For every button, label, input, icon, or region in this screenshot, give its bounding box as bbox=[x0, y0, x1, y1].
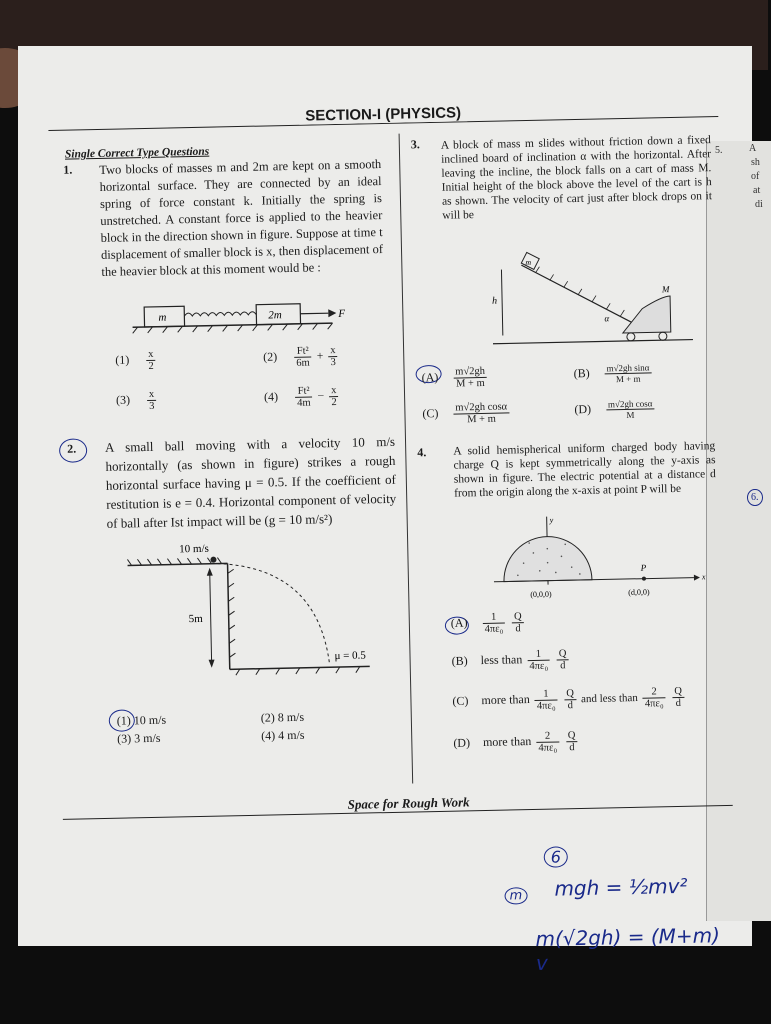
frac-den: 4m bbox=[297, 397, 311, 409]
question-2-number: 2. bbox=[66, 441, 77, 456]
q1-option-4 bbox=[264, 385, 341, 410]
frac-den: 2 bbox=[331, 397, 337, 409]
frac-num: m√2gh cosα bbox=[453, 401, 509, 414]
frac-num: x bbox=[328, 345, 337, 357]
question-4-number: 4. bbox=[417, 445, 427, 460]
section-title: SECTION-I (PHYSICS) bbox=[299, 104, 467, 125]
question-4-text: A solid hemispherical uniform charged body having charge Q is kept symmetrically along the y-axis as shown in figure. The electric potential at a distance d from the origin along the x-axis at point P will be bbox=[453, 440, 716, 500]
point-P-label: P bbox=[640, 562, 647, 573]
subheading: Single Correct Type Questions bbox=[64, 145, 210, 161]
force-label: F bbox=[338, 307, 346, 320]
next-word: sh bbox=[751, 157, 760, 168]
q3-option-A bbox=[421, 366, 489, 390]
handwritten-equation-2: m(√2gh) = (M+m) v bbox=[535, 923, 721, 975]
option-text: less than bbox=[480, 652, 523, 668]
frac-den: d bbox=[569, 742, 575, 754]
question-2-text: A small ball moving with a velocity 10 m/s horizontally (as shown in figure) strikes a rough horizontal surface having μ = 0.5. If the coefficient of restitution is e = 0.4. Horizontal component of velocity of ball after Ist impact will be (g = 10 m/s²) bbox=[104, 433, 397, 531]
option-text: and less than bbox=[580, 692, 638, 706]
option-text: more than bbox=[481, 692, 530, 708]
option-label: (A) bbox=[421, 370, 439, 385]
frac-den: d bbox=[515, 623, 521, 635]
q4-option-D bbox=[453, 730, 580, 756]
y-axis-label: y bbox=[549, 515, 554, 525]
option-label: (3) bbox=[115, 392, 131, 407]
q2-option-3: (3) 3 m/s bbox=[117, 730, 161, 746]
frac-den: M bbox=[626, 409, 635, 420]
option-label: (4) bbox=[263, 389, 279, 404]
handwritten-equation-1: mgh = ½mv² bbox=[554, 873, 688, 901]
option-label: (B) bbox=[451, 653, 468, 668]
q4-option-C bbox=[452, 686, 686, 714]
frac-num: m√2gh sinα bbox=[604, 362, 651, 374]
frac-num: Ft² bbox=[294, 346, 312, 358]
block-2m-label: 2m bbox=[268, 309, 282, 322]
next-word: at bbox=[753, 185, 761, 196]
operator: − bbox=[317, 388, 325, 403]
spring-figure bbox=[132, 295, 353, 336]
incline-figure bbox=[491, 251, 703, 355]
block-m-label: m bbox=[525, 257, 532, 268]
velocity-label: 10 m/s bbox=[179, 542, 210, 556]
frac-num: 1 bbox=[527, 649, 550, 661]
frac-den: 4πε₀ bbox=[536, 700, 556, 712]
handwritten-circle-m: m bbox=[504, 887, 527, 904]
origin-label: (0,0,0) bbox=[530, 589, 552, 600]
frac-den: 4πε₀ bbox=[644, 698, 664, 710]
operator: + bbox=[316, 348, 324, 363]
q2-option-2: (2) 8 m/s bbox=[260, 709, 305, 725]
frac-den: M + m bbox=[455, 377, 485, 390]
option-label: (D) bbox=[574, 401, 592, 417]
hemisphere-figure bbox=[493, 509, 715, 604]
option-label: (B) bbox=[573, 365, 590, 381]
question-3-text: A block of mass m slides without friction down a fixed inclined board of inclination α with the horizontal. After leaving the incline, the block falls on a cart of mass M. Initial height of the block above the level of the cart is h as shown. The velocity of cart just after block drops on it will be bbox=[440, 134, 713, 222]
frac-num: m√2gh bbox=[453, 366, 487, 379]
q3-option-B bbox=[573, 362, 653, 385]
frac-den: M + m bbox=[615, 373, 641, 385]
question-1-number: 1. bbox=[63, 162, 73, 177]
frac-den: 3 bbox=[149, 400, 155, 412]
q1-option-3 bbox=[116, 389, 159, 413]
exam-sheet bbox=[18, 46, 763, 975]
frac-den: 6m bbox=[296, 357, 310, 369]
frac-den: M + m bbox=[467, 413, 496, 426]
height-label: h bbox=[491, 295, 498, 307]
frac-num: x bbox=[329, 385, 338, 397]
mu-label: μ = 0.5 bbox=[334, 649, 366, 663]
q4-option-B bbox=[451, 648, 570, 673]
ball-figure bbox=[127, 536, 400, 692]
answer-circle bbox=[109, 709, 135, 732]
question-1-text: Two blocks of masses m and 2m are kept on a smooth horizontal surface. They are connected by an ideal spring of force constant k. Initially the spring is unstretched. A constant force is applied to the heavier block in the direction shown in figure. Suppose at time t displacement of smaller block is x, then displacement of the heavier block at this moment would be : bbox=[99, 157, 384, 279]
page-content bbox=[48, 99, 735, 975]
option-label: (2) bbox=[263, 349, 278, 364]
frac-num: m√2gh cosα bbox=[606, 398, 655, 410]
option-label: (A) bbox=[450, 615, 468, 630]
column-divider bbox=[399, 134, 414, 784]
frac-num: x bbox=[147, 389, 156, 401]
handwritten-circle-6: 6 bbox=[544, 846, 569, 868]
frac-den: 3 bbox=[330, 357, 336, 369]
q4-option-A bbox=[451, 611, 526, 636]
next-q5: 5. bbox=[715, 145, 723, 156]
frac-num: Q bbox=[564, 688, 576, 700]
frac-num: Q bbox=[557, 648, 569, 660]
next-word: di bbox=[755, 199, 763, 210]
frac-den: 4πε₀ bbox=[538, 742, 558, 754]
block-m-label: m bbox=[158, 311, 167, 324]
x-axis-label: x bbox=[701, 572, 706, 582]
d-point-label: (d,0,0) bbox=[628, 587, 650, 597]
frac-num: Q bbox=[512, 611, 524, 623]
q3-option-C bbox=[422, 401, 511, 426]
q2-option-1: (1) 10 m/s bbox=[116, 712, 167, 728]
frac-num: 2 bbox=[536, 730, 559, 742]
option-label: (C) bbox=[452, 693, 469, 708]
rough-work-area bbox=[63, 789, 733, 812]
frac-num: Q bbox=[566, 730, 578, 742]
frac-den: d bbox=[567, 700, 574, 712]
section-header bbox=[48, 99, 718, 131]
frac-num: Q bbox=[672, 686, 684, 698]
q3-option-D bbox=[574, 398, 656, 421]
next-word: of bbox=[751, 171, 760, 182]
alpha-label: α bbox=[604, 313, 610, 324]
rough-work-label: Space for Rough Work bbox=[347, 794, 470, 812]
frac-den: 4πε₀ bbox=[529, 660, 549, 673]
frac-den: 2 bbox=[148, 360, 154, 372]
q1-option-2 bbox=[263, 345, 340, 370]
option-label: (D) bbox=[453, 735, 471, 750]
frac-num: 1 bbox=[482, 612, 505, 624]
option-label: (1) bbox=[115, 352, 130, 367]
cart-M-label: M bbox=[661, 284, 670, 295]
frac-den: d bbox=[560, 660, 566, 672]
q1-option-1 bbox=[115, 349, 158, 373]
next-word: A bbox=[749, 143, 757, 154]
option-label: (C) bbox=[422, 406, 439, 421]
frac-num: x bbox=[146, 349, 155, 361]
q2-option-4: (4) 4 m/s bbox=[261, 727, 305, 743]
next-q6: 6. bbox=[747, 489, 763, 506]
frac-num: 1 bbox=[535, 688, 558, 700]
frac-num: Ft² bbox=[295, 386, 313, 398]
frac-num: 2 bbox=[643, 686, 666, 698]
option-text: more than bbox=[482, 734, 532, 750]
frac-den: d bbox=[675, 697, 682, 709]
frac-den: 4πε₀ bbox=[484, 623, 504, 635]
question-3-number: 3. bbox=[410, 137, 420, 152]
height-label: 5m bbox=[188, 612, 203, 626]
